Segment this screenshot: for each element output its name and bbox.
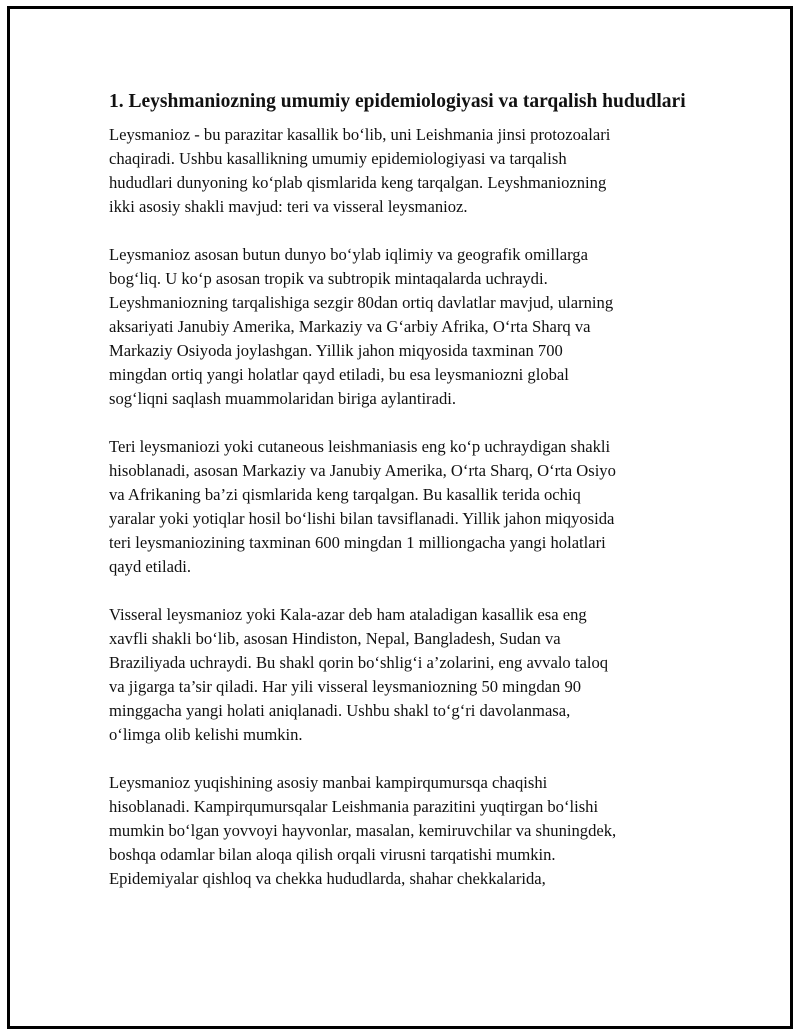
section-title: 1. Leyshmaniozning umumiy epidemiologiyasi va tarqalish hududlari bbox=[109, 91, 686, 112]
paragraph-2: Leysmanioz asosan butun dunyo bo‘ylab iqlimiy va geografik omillarga bog‘liq. U ko‘p asosan tropik va subtropik mintaqalarda uchraydi. Leyshmaniozning tarqalishiga sezgir 80dan ortiq davlatlar mavjud, ularning aksariyati Janubiy Amerika, Markaziy va G‘arbiy Afrika, O‘rta Sharq va Markaziy Osiyoda joylashgan. Yillik jahon miqyosida taxminan 700 mingdan ortiq yangi holatlar qayd etiladi, bu esa leysmaniozni global sog‘liqni saqlash muammolaridan biriga aylantiradi. bbox=[109, 245, 614, 408]
paragraph-1: Leysmanioz - bu parazitar kasallik bo‘lib, uni Leishmania jinsi protozoalari chaqiradi. Ushbu kasallikning umumiy epidemiologiyasi va tarqalish hududlari dunyoning ko‘plab qismlarida keng tarqalgan. Leyshmaniozning ikki asosiy shakli mavjud: teri va visseral leysmanioz. bbox=[109, 125, 611, 216]
document-body bbox=[109, 89, 689, 915]
paragraph-3: Teri leysmaniozi yoki cutaneous leishmaniasis eng ko‘p uchraydigan shakli hisoblanadi, asosan Markaziy va Janubiy Amerika, O‘rta Sharq, O‘rta Osiyo va Afrikaning ba’zi qismlarida keng tarqalgan. Bu kasallik terida ochiq yaralar yoki yotiqlar hosil bo‘lishi bilan tavsiflanadi. Yillik jahon miqyosida teri leysmaniozining taxminan 600 mingdan 1 milliongacha yangi holatlari qayd etiladi. bbox=[109, 437, 616, 576]
paragraph-4: Visseral leysmanioz yoki Kala-azar deb ham ataladigan kasallik esa eng xavfli shakli bo‘lib, asosan Hindiston, Nepal, Bangladesh, Sudan va Braziliyada uchraydi. Bu shakl qorin bo‘shlig‘i a’zolarini, eng avvalo taloq va jigarga ta’sir qiladi. Har yili visseral leysmaniozning 50 mingdan 90 minggacha yangi holati aniqlanadi. Ushbu shakl to‘g‘ri davolanmasa, o‘limga olib kelishi mumkin. bbox=[109, 605, 609, 744]
paragraph-5: Leysmanioz yuqishining asosiy manbai kampirqumursqa chaqishi hisoblanadi. Kampirqumursqalar Leishmania parazitini yuqtirgan bo‘lishi mumkin bo‘lgan yovvoyi hayvonlar, masalan, kemiruvchilar va shuningdek, boshqa odamlar bilan aloqa qilish orqali virusni tarqatishi mumkin. Epidemiyalar qishloq va chekka hududlarda, shahar chekkalarida, bbox=[109, 773, 617, 888]
